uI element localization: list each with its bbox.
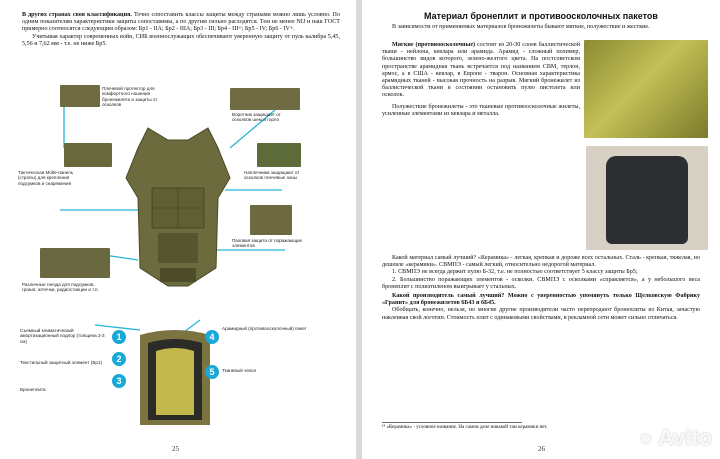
- text-left-column: [382, 42, 580, 118]
- armor-plate: [606, 156, 688, 244]
- callout-plate: Бронеплита: [20, 387, 46, 392]
- para-2: состоят из 20-30 слоев баллистической ткани - нейлона, кевлара или арамида. Арамид - сложный полимер, большинство видов которого, зелено-желтого цвета. На постсоветском пространстве арамидная ткань встречается под названием СВМ, терлон, армос, а в США - кевлар, в Европе - тварон. Основная характеристика арамидных тканей - высокая прочность на разрыв. Мягкий бронежилет из баллистической ткани в состоянии остановить пулю пистолета или осколок.: [382, 42, 580, 99]
- aramid-fabric-photo: [584, 40, 708, 138]
- para-7: Можно с уверенностью упомянуть только Щелковскую Фабрику «Гранит» для бронежилетов 6Б43 и 6Б45.: [382, 293, 700, 307]
- watermark-dots-icon: ●: [639, 425, 658, 450]
- right-page: [362, 0, 720, 459]
- callout-groin: Паховая защита от поражающих элементов: [232, 238, 302, 249]
- callout-shoulder: Плечевой протектор для комфортного ношения бронежилета и защиты от осколков: [102, 86, 158, 108]
- callout-liner: Съемный климатический амортизационный подпор (толщина 2-3 см): [20, 328, 105, 344]
- marker-3: 3: [112, 374, 126, 388]
- callout-textile: Текстильный защитный элемент (Бр1): [20, 360, 102, 365]
- marker-4: 4: [205, 330, 219, 344]
- left-page: [0, 0, 356, 459]
- footnote: ¹⁸ «Керамика» - условное название. На самом деле никакой там керамики нет.: [382, 425, 548, 430]
- footnote-divider: [382, 422, 522, 423]
- groin-photo: [250, 205, 292, 235]
- para-5: 1. СВМПЭ не всегда держит пулю Б-32, т.е. не полностью соответствует 5 классу защиты Бр5;: [392, 269, 638, 276]
- marker-2: 2: [112, 352, 126, 366]
- callout-pouches: Различные гнезда для подсумков, гранат, аптечки, радиостанции и т.п.: [22, 282, 99, 293]
- para-4: Какой материал самый лучший? «Керамика» - легкая, крепкая и дороже всех остальных. Сталь - крепкая, тяжелая, но дешевле «керамики». СВМПЭ - самый легкий, относительно недорогой материал.: [382, 255, 700, 269]
- para-7-lead: Какой производитель самый лучший?: [392, 293, 505, 300]
- page-number-left: 25: [172, 445, 179, 453]
- callout-tactical: Тактическая Molle-панель (стропы) для крепления подсумков и снаряжения: [18, 170, 74, 186]
- pouches-photo: [40, 248, 110, 278]
- para-2-lead: Мягкие (противоосколочные): [392, 42, 476, 48]
- tactical-photo: [64, 143, 112, 167]
- intro-heading: В других странах своя классификация.: [22, 12, 132, 18]
- marker-1: 1: [112, 330, 126, 344]
- page-title: Материал бронеплит и противоосколочных пакетов: [424, 11, 658, 21]
- plate-photo: [586, 146, 708, 250]
- para-6: 2. Большинство поражающих элементов - осколки. СВМПЭ с осколками «справляется», а у небольшого веса бронеплит с полиэтиленом выигрывает у стальных.: [382, 276, 700, 290]
- marker-5: 5: [205, 365, 219, 379]
- callout-collar: Воротник защищает от осколков шею и горло: [232, 112, 281, 123]
- intro-text: Точно сопоставить классы защиты между странами можно лишь условно. По одним показателям характеристики защиты сопоставимы, а по другим сильно расходятся. Тем не менее NIJ и наш ГОСТ примерно соотносятся следующим образом: Бр1 - IIA; Бр2 - IIIA; Бр3 - III; Бр4 - III+; Бр5 - IV; Бр6 - IV+.: [22, 12, 340, 33]
- text-top: [382, 24, 700, 31]
- para-1: В зависимости от применяемых материалов бронежилеты бывают мягкие, полужесткие и жесткие.: [392, 24, 650, 30]
- page-number-right: 26: [538, 445, 545, 453]
- callout-sides: Наплечники защищают от осколков плечевые зоны: [244, 170, 300, 181]
- para-8: Обобщать, конечно, нельзя, но многие другие производители часто перепродают бронеплиты из Китая, зачастую наклеивая свой логотип. Стоимость плит с одинаковыми свойствами, в рекламной сети может сильно отличаться.: [382, 307, 700, 321]
- callout-aramid: Арамидный (противоосколочный) пакет: [222, 326, 307, 331]
- avito-watermark: ● Avito: [639, 425, 712, 450]
- vest-illustration: [118, 118, 238, 298]
- shoulder-photo: [60, 85, 100, 107]
- text-bottom: [382, 255, 700, 322]
- collar-photo: [230, 88, 300, 110]
- para-3: Полужесткие бронежилеты - это тканевые противоосколочные жилеты, усиленные элементами из кевлара и металла.: [382, 103, 580, 117]
- callout-cover: Тканевый чехол: [222, 368, 257, 373]
- intro-text2: Учитывая характер современных войн, СИБ военнослужащих обеспечивают уверенную защиту от пуль калибра 5,45, 5,56 и 7,62 мм - т.е. не ниже Бр5.: [22, 33, 340, 47]
- sides-photo: [257, 143, 301, 167]
